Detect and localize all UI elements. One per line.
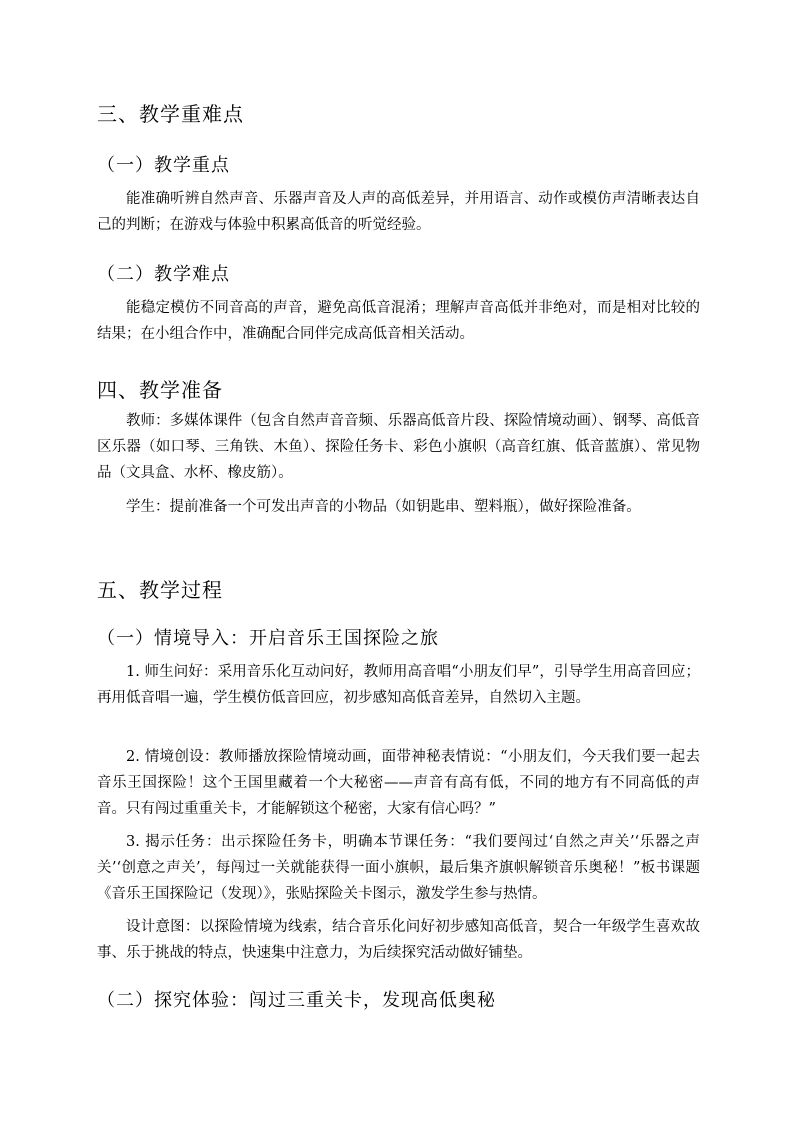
subheading-key-points: （一）教学重点	[97, 155, 230, 176]
paragraph-key-points: 能准确听辨自然声音、乐器声音及人声的高低差异，并用语言、动作或模仿声清晰表达自己的判断；在游戏与体验中积累高低音的听觉经验。	[97, 191, 700, 233]
paragraph-scenario: 2. 情境创设：教师播放探险情境动画，面带神秘表情说：“小朋友们，今天我们要一起去音乐王国探险！这个王国里藏着一个大秘密——声音有高有低，不同的地方有不同高低的声音。只有闯过重重关卡，才能解锁这个秘密，大家有信心吗？”	[97, 749, 700, 817]
subheading-situation-intro: （一）情境导入：开启音乐王国探险之旅	[97, 628, 439, 649]
paragraph-student-prep: 学生：提前准备一个可发出声音的小物品（如钥匙串、塑料瓶），做好探险准备。	[126, 499, 641, 515]
paragraph-difficulties: 能稳定模仿不同音高的声音，避免高低音混淆；理解声音高低并非绝对，而是相对比较的结果；在小组合作中，准确配合同伴完成高低音相关活动。	[97, 300, 700, 342]
paragraph-design-intent: 设计意图：以探险情境为线索，结合音乐化问好初步感知高低音，契合一年级学生喜欢故事、乐于挑战的特点，快速集中注意力，为后续探究活动做好铺垫。	[97, 919, 700, 961]
paragraph-task: 3. 揭示任务：出示探险任务卡，明确本节课任务：“我们要闯过‘自然之声关’‘乐器之声关’‘创意之声关’，每闯过一关就能获得一面小旗帜，最后集齐旗帜解锁音乐奥秘！”板书课题《音乐王国探险记（发现）》，张贴探险关卡图示，激发学生参与热情。	[97, 834, 700, 902]
subheading-difficulties: （二）教学难点	[97, 264, 230, 285]
paragraph-teacher-prep: 教师：多媒体课件（包含自然声音音频、乐器高低音片段、探险情境动画）、钢琴、高低音区乐器（如口琴、三角铁、木鱼）、探险任务卡、彩色小旗帜（高音红旗、低音蓝旗）、常见物品（文具盒、水杯、橡皮筋）。	[97, 413, 700, 481]
section-heading-3: 三、教学重难点	[97, 102, 244, 126]
section-heading-5: 五、教学过程	[97, 578, 223, 602]
section-heading-4: 四、教学准备	[97, 378, 223, 402]
paragraph-greeting: 1. 师生问好：采用音乐化互动问好，教师用高音唱“小朋友们早”，引导学生用高音回应；再用低音唱一遍，学生模仿低音回应，初步感知高低音差异，自然切入主题。	[97, 664, 700, 706]
subheading-exploration: （二）探究体验：闯过三重关卡，发现高低奥秘	[97, 990, 496, 1011]
